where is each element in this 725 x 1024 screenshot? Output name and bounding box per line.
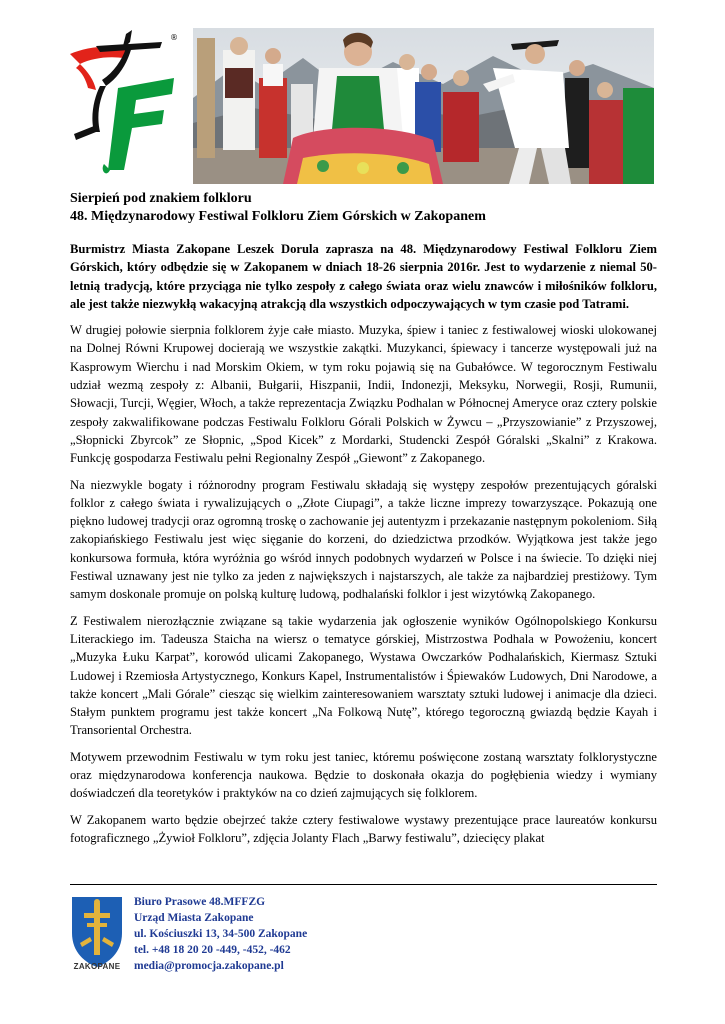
paragraph-3: Z Festiwalem nierozłącznie związane są takie wydarzenia jak ogłoszenie wyników Ogólnopolskiego Konkursu Literackiego im. Tadeusza Staicha na wiersz o tematyce górskiej, Mistrzostwa Podhala w Powożeniu, koncert „Muzyka Łuku Karpat”, korowód ulicami Zakopanego, Wystawa Owczarków Podhalańskich, Kiermasz Sztuki Ludowej i Rzemiosła Artystycznego, Konkurs Kapel, Instrumentalistów i Śpiewaków Ludowych, Dni Narodowe, a także koncert „Mali Górale” ciesząc się wielkim zainteresowaniem warsztaty sztuki ludowej i animacje dla dzieci. Stałym punktem programu jest także koncert „Na Folkową Nutę”, którego tegoroczną gwiazdą będzie Kayah i Transoriental Orchestra. (70, 613, 657, 738)
contact-city-hall: Urząd Miasta Zakopane (134, 912, 254, 924)
page-header (0, 0, 725, 190)
paragraph-2: Na niezwykle bogaty i różnorodny program Festiwalu składają się występy zespołów prezentujących góralski folklor z całego świata i rywalizujących o „Złote Ciupagi”, a także liczne imprezy towarzyszące. Pokazują one piękno ludowej tradycji oraz ogromną troskę o zachowanie jej autentyzm i przekazanie następnym pokoleniom. Siłą zakopiańskiego Festiwalu jest więc sięganie do korzeni, do dziedzictwa przodków. Wyjątkowa jest także jego konkursowa formuła, która wyróżnia go wśród innych podobnych wydarzeń w Polsce i na świecie. To dzięki niej Festiwal uznawany jest nie tylko za jeden z największych i najstarszych, ale także za najbardziej prestiżowy. Tym samym doskonale promuje on polską kulturę ludową, podhalański folklor i jest wizytówką Zakopanego. (70, 477, 657, 602)
lead-paragraph: Burmistrz Miasta Zakopane Leszek Dorula zaprasza na 48. Międzynarodowy Festiwal Folkloru Ziem Górskich, który odbędzie się w Zakopanem w dniach 18-26 sierpnia 2016r. Jest to wydarzenie z niemal 50-letnią tradycją, które przyciąga nie tylko zespoły z całego świata oraz wielu znawców i miłośników folkloru, ale jest także niezwykłą wakacyjną atrakcją dla wszystkich odpoczywających w tym czasie pod Tatrami. (70, 242, 657, 311)
paragraph-4: Motywem przewodnim Festiwalu w tym roku jest taniec, któremu poświęcone zostaną warsztaty folklorystyczne oraz międzynarodowa konferencja naukowa. Będzie to doskonała okazja do pogłębienia wiedzy i wymiany doświadczeń dla teoretyków i praktyków na co dzień zajmujących się folklorem. (70, 749, 657, 801)
zakopane-crest-icon (68, 893, 126, 971)
contact-address: ul. Kościuszki 13, 34-500 Zakopane (134, 928, 308, 940)
crest-label: ZAKOPANE (73, 962, 121, 971)
article-title-line-2: 48. Międzynarodowy Festiwal Folkloru Ziem Górskich w Zakopanem (70, 209, 486, 224)
article-title (70, 190, 657, 226)
contact-phone: tel. +48 18 20 20 -449, -452, -462 (134, 944, 291, 956)
registered-mark: ® (170, 33, 178, 42)
footer-divider (70, 884, 657, 885)
contact-office: Biuro Prasowe 48.MFFZG (134, 896, 266, 908)
paragraph-1: W drugiej połowie sierpnia folklorem żyje całe miasto. Muzyka, śpiew i taniec z festiwalowej wioski ulokowanej na Dolnej Równi Krupowej docierają we wszystkie zakątki. Muzykanci, śpiewacy i tancerze występowali już na Kasprowym Wierchu i nad Morskim Okiem, w tym roku pojawią się na Gubałówce. W tegorocznym Festiwalu udział wezmą zespoły z: Albanii, Bułgarii, Hiszpanii, Indii, Indonezji, Meksyku, Norwegii, Rosji, Rumunii, Słowacji, Turcji, Węgier, Włoch, a także reprezentacja Związku Podhalan w Północnej Ameryce oraz cztery polskie zespoły zakwalifikowane podczas Festiwalu Folkloru Górali Polskich w Żywcu – „Przyszowianie” z Przyszowej, „Słopnicki Zbyrcok” ze Słopnic, „Spod Kicek” z Mordarki, Studencki Zespół Góralski „Skalni” z Krakowa. Funkcję gospodarza Festiwalu pełni Regionalny Zespół „Giewont” z Zakopanego. (70, 323, 657, 466)
folk-dancers-photo (193, 28, 654, 184)
press-office-contact (134, 894, 307, 974)
article-title-line-1: Sierpień pod znakiem folkloru (70, 191, 252, 206)
paragraph-5: W Zakopanem warto będzie obejrzeć także cztery festiwalowe wystawy prezentujące prace laureatów konkursu fotograficznego „Żywioł Folkloru”, zdjęcia Jolanty Flach „Barwy festiwalu”, dziecięcy plakat (70, 812, 657, 845)
contact-email[interactable]: media@promocja.zakopane.pl (134, 960, 284, 972)
article (70, 190, 657, 855)
festival-logo (66, 28, 186, 176)
